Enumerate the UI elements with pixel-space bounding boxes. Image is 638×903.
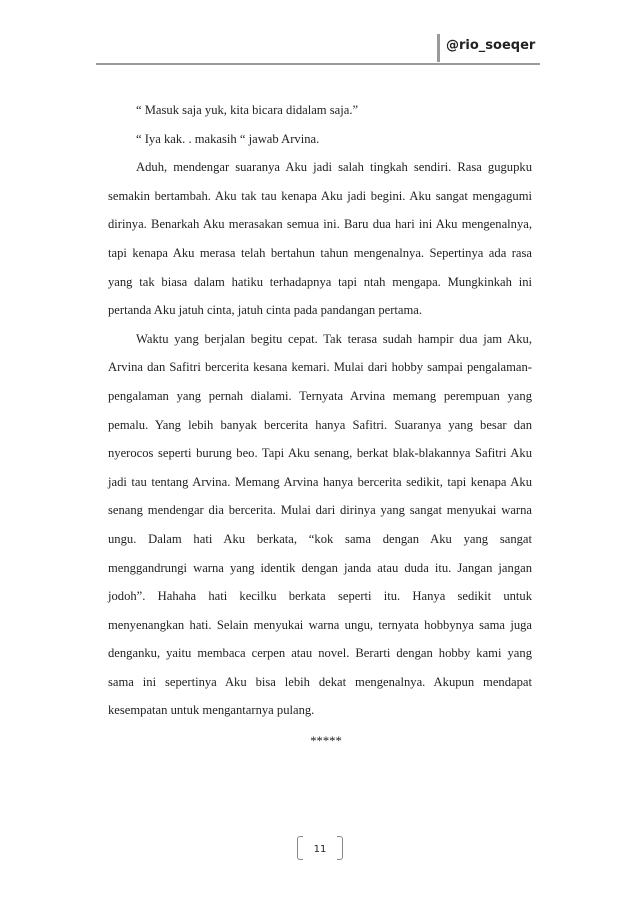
text-line: menyenangkan hati. Selain menyukai warna ungu, ternyata hobbynya sama juga xyxy=(108,617,532,632)
page-number: 11 xyxy=(313,844,327,855)
text-line: jadi tau tentang Arvina. Memang Arvina hanya bercerita sedikit, tapi kenapa Aku xyxy=(108,474,532,489)
text-line: tapi kenapa Aku merasa telah bertahun tahun mengenalnya. Sepertinya ada rasa xyxy=(108,245,532,260)
text-line: nyerocos seperti burung beo. Tapi Aku senang, berkat blak-blakannya Safitri Aku xyxy=(108,446,532,461)
dialogue-line: “ Masuk saja yuk, kita bicara didalam saja.” xyxy=(136,103,359,117)
text-line: Arvina dan Safitri bercerita kesana kemari. Mulai dari hobby sampai pengalaman- xyxy=(108,360,532,375)
scene-separator: ***** xyxy=(310,734,342,749)
text-line: menggandrungi warna yang identik dengan janda atau duda itu. Jangan jangan xyxy=(108,560,532,575)
text-line: semakin bertambah. Aku tak tau kenapa Aku jadi begini. Aku sangat mengagumi xyxy=(108,188,532,203)
dialogue-line: “ Iya kak. . makasih “ jawab Arvina. xyxy=(136,131,320,146)
header-rule xyxy=(96,63,540,65)
header-author: @rio_soeqer xyxy=(446,38,536,53)
text-line: ungu. Dalam hati Aku berkata, “kok sama dengan Aku yang sangat xyxy=(108,531,532,546)
story-text xyxy=(108,96,532,756)
text-line: dirinya. Benarkah Aku merasakan semua ini. Baru dua hari ini Aku mengenalnya, xyxy=(108,217,532,232)
text-line: kesempatan untuk mengantarnya pulang. xyxy=(108,703,315,718)
text-line: pengalaman yang pernah dialami. Ternyata Arvina memang perempuan yang xyxy=(108,388,532,403)
text-line: pertanda Aku jatuh cinta, jatuh cinta pada pandangan pertama. xyxy=(108,303,423,318)
text-line: Aduh, mendengar suaranya Aku jadi salah tingkah sendiri. Rasa gugupku xyxy=(136,160,532,175)
text-line: pemalu. Yang lebih banyak bercerita hanya Safitri. Suaranya yang besar dan xyxy=(108,417,532,432)
text-line: Waktu yang berjalan begitu cepat. Tak terasa sudah hampir dua jam Aku, xyxy=(136,331,532,346)
text-line: jodoh”. Hahaha hati kecilku berkata seperti itu. Hanya sedikit untuk xyxy=(108,589,532,604)
text-line: denganku, yaitu membaca cerpen atau novel. Berarti dengan hobby kami yang xyxy=(108,646,532,661)
page-number-bracket-right xyxy=(337,836,343,860)
text-line: yang tak biasa dalam hatiku terhadapnya tapi ntah mengapa. Mungkinkah ini xyxy=(108,274,532,289)
text-line: sama ini sepertinya Aku bisa lebih dekat mengenalnya. Akupun mendapat xyxy=(108,674,532,689)
text-line: senang mendengar dia bercerita. Mulai dari dirinya yang sangat menyukai warna xyxy=(108,503,532,518)
header-divider-vertical xyxy=(437,34,440,62)
